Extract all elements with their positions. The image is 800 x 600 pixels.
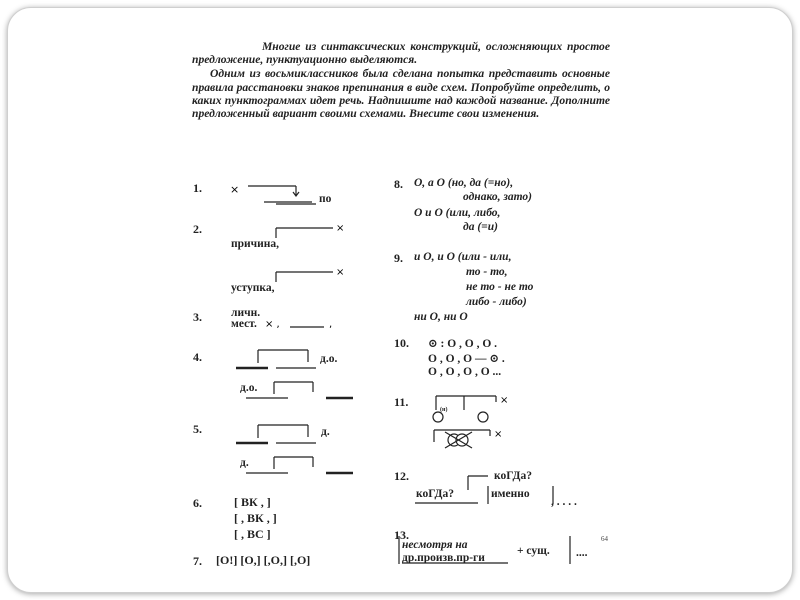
scheme-2 [276,223,344,282]
scheme-3 [265,319,332,330]
scheme-13 [399,536,570,564]
svg-text:×: × [494,429,503,440]
item-5-label-b: д. [240,457,249,469]
scheme-4 [236,350,353,398]
item-4-label-a: д.о. [320,353,338,365]
item-9-line-e: ни О, ни О [414,311,468,323]
svg-text:× ,: × , [265,319,280,330]
svg-text:×: × [230,183,240,196]
item-12-question-b: коГДа? [416,488,454,500]
item-11-superscript: (н) [440,407,448,413]
item-11-number: 11. [394,395,409,409]
item-2-reason: причина, [231,238,280,250]
item-13-number: 13. [394,528,409,542]
textbook-page [178,30,618,598]
item-4-label-b: д.о. [240,382,258,394]
item-9-number: 9. [394,251,403,265]
item-6-line-b: [ , ВК , ] [234,511,277,525]
punctuation-schemes [178,30,618,598]
slide-frame [7,7,793,593]
svg-text:×: × [336,223,345,234]
item-9-line-b: то - то, [466,266,508,278]
svg-text:×: × [500,395,509,406]
svg-text:×: × [336,267,345,278]
item-13-noun: + сущ. [517,545,550,557]
item-8-line-c: О и О (или, либо, [414,207,501,219]
intro-paragraph-1: Многие из синтаксических конструкций, осложняющих простое предложение, пунктуационно выделяются. [192,40,610,67]
item-1-number: 1. [193,181,202,195]
page-number: 64 [601,535,608,543]
scheme-11 [433,395,508,448]
item-6-number: 6. [193,496,202,510]
svg-text:,: , [329,319,333,330]
item-8-line-b: однако, зато) [463,191,532,203]
item-10-line-c: О , О , О , О ... [428,366,502,378]
item-1-label: по [319,193,332,205]
item-12-namely: именно [491,488,530,500]
item-9-line-a: и О, и О (или - или, [414,251,512,263]
item-3-number: 3. [193,310,202,324]
item-9-line-c: не то - не то [466,281,534,293]
item-5-label-a: д. [321,426,330,438]
item-10-line-a: ⊙ : О , О , О . [428,338,498,350]
item-12-tail: , . . . . [551,496,577,508]
item-7-text: [О!] [О,] [,О,] [,О] [216,553,311,567]
item-12-number: 12. [394,469,409,483]
item-13-ellipsis: .... [576,547,588,559]
item-8-line-a: О, а О (но, да (=но), [414,177,514,189]
item-7-number: 7. [193,554,202,568]
scheme-5 [236,425,353,473]
item-13-prepositions: др.произв.пр-ги [402,552,485,564]
scheme-12 [415,476,553,504]
item-2-number: 2. [193,222,202,236]
item-8-number: 8. [394,177,403,191]
item-6-line-c: [ , ВС ] [234,527,271,541]
item-12-question-a: коГДа? [494,470,532,482]
scheme-1 [230,183,316,204]
item-3-pronoun: мест. [231,318,257,330]
item-8-line-d: да (=и) [463,221,498,233]
item-10-line-b: О , О , О — ⊙ . [428,353,505,365]
item-5-number: 5. [193,422,202,436]
item-6-line-a: [ ВК , ] [234,495,271,509]
item-9-line-d: либо - либо) [466,296,527,308]
intro-paragraph-2: Одним из восьмиклассников была сделана попытка представить основные правила расстановки знаков препинания в виде схем. Попробуйте определить, о каких пунктограммах идет речь. Надпишите над каждой название. Дополните предложенный вариант своими схемами. Внесите свои изменения. [192,67,610,121]
item-3-personal: личн. [231,307,261,319]
item-13-despite: несмотря на [402,539,468,551]
item-10-number: 10. [394,336,409,350]
item-4-number: 4. [193,350,202,364]
item-2-concession: уступка, [231,282,275,294]
